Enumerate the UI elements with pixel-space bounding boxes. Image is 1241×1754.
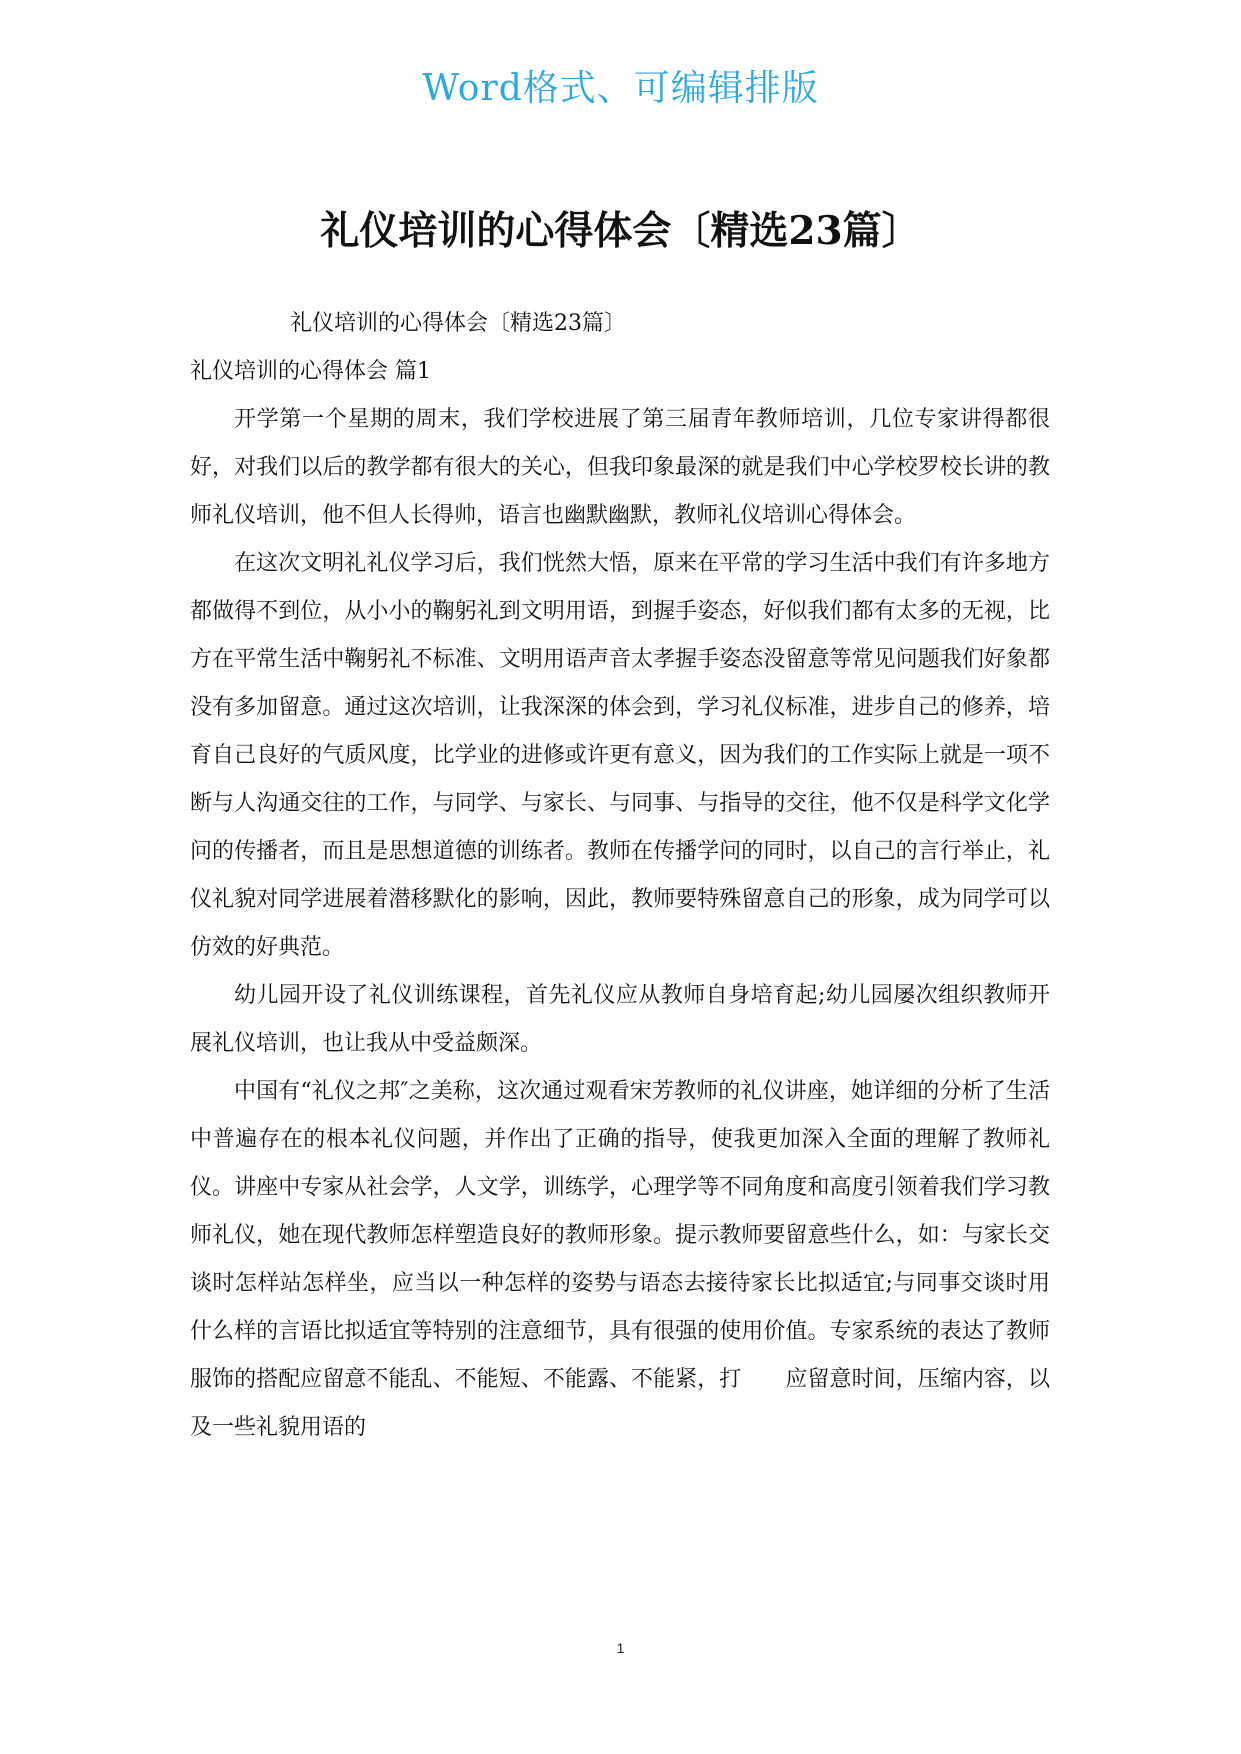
body-paragraph: 中国有“礼仪之邦″之美称，这次通过观看宋芳教师的礼仪讲座，她详细的分析了生活中普遍存在的根本礼仪问题，并作出了正确的指导，使我更加深入全面的理解了教师礼仪。讲座中专家从社会学，人文学，训练学，心理学等不同角度和高度引领着我们学习教师礼仪，她在现代教师怎样塑造良好的教师形象。提示教师要留意些什么，如：与家长交谈时怎样站怎样坐，应当以一种怎样的姿势与语态去接待家长比拟适宜;与同事交谈时用什么样的言语比拟适宜等特别的注意细节，具有很强的使用价值。专家系统的表达了教师服饰的搭配应留意不能乱、不能短、不能露、不能紧，打 应留意时间，压缩内容，以及一些礼貌用语的 xyxy=(190,1079,1050,1440)
section-heading: 礼仪培训的心得体会 篇1 xyxy=(190,359,431,384)
document-title: 礼仪培训的心得体会〔精选23篇〕 xyxy=(320,208,921,254)
document-subtitle: 礼仪培训的心得体会〔精选23篇〕 xyxy=(290,311,626,336)
format-banner: Word格式、可编辑排版 xyxy=(422,68,819,109)
body-paragraph: 在这次文明礼礼仪学习后，我们恍然大悟，原来在平常的学习生活中我们有许多地方都做得不到位，从小小的鞠躬礼到文明用语，到握手姿态，好似我们都有太多的无视，比方在平常生活中鞠躬礼不标准、文明用语声音太孝握手姿态没留意等常见问题我们好象都没有多加留意。通过这次培训，让我深深的体会到，学习礼仪标准，进步自己的修养，培育自己良好的气质风度，比学业的进修或许更有意义，因为我们的工作实际上就是一项不断与人沟通交往的工作，与同学、与家长、与同事、与指导的交往，他不仅是科学文化学问的传播者，而且是思想道德的训练者。教师在传播学问的同时，以自己的言行举止，礼仪礼貌对同学进展着潜移默化的影响，因此，教师要特殊留意自己的形象，成为同学可以仿效的好典范。 xyxy=(190,551,1050,960)
body-paragraph: 开学第一个星期的周末，我们学校进展了第三届青年教师培训，几位专家讲得都很好，对我们以后的教学都有很大的关心，但我印象最深的就是我们中心学校罗校长讲的教师礼仪培训，他不但人长得帅，语言也幽默幽默，教师礼仪培训心得体会。 xyxy=(190,407,1050,528)
body-paragraph: 幼儿园开设了礼仪训练课程，首先礼仪应从教师自身培育起;幼儿园屡次组织教师开展礼仪培训，也让我从中受益颇深。 xyxy=(190,983,1050,1056)
document-body xyxy=(190,300,1050,1452)
page-number: 1 xyxy=(616,1640,625,1656)
